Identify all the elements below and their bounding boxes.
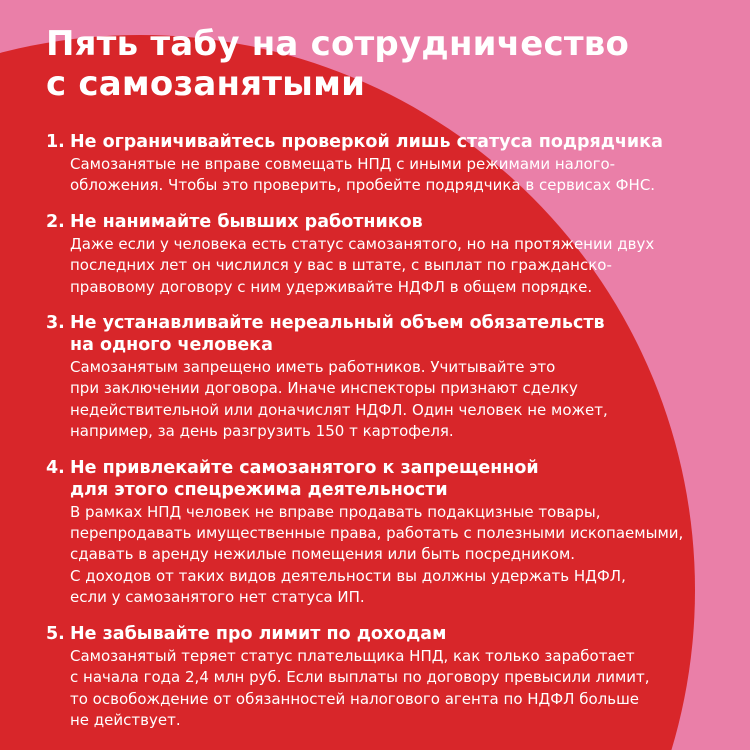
item-number: 1.	[46, 132, 65, 152]
item-description: Самозанятые не вправе совмещать НПД с иными режимами налого- обложения. Чтобы это проверить, пробейте подрядчика в сервисах ФНС.	[70, 155, 656, 195]
item-number: 5.	[46, 623, 65, 644]
page-title: Пять табу на сотрудничество с самозанятыми	[46, 24, 630, 104]
item-heading: Не нанимайте бывших работников	[70, 211, 423, 232]
list-item	[46, 312, 736, 443]
item-description: Самозанятый теряет статус плательщика НПД, как только заработает с начала года 2,4 млн руб. Если выплаты по договору превысили лимит, то освобождение от обязанностей налогового агента по НДФЛ больше не действует.	[70, 646, 650, 729]
item-number: 3.	[46, 313, 65, 334]
item-description: В рамках НПД человек не вправе продавать подакцизные товары, перепродавать имущественные права, работать с полезными ископаемыми, сдавать в аренду нежилые помещения или быть посредником. С доходов от таких видов деятельности вы должны удержать НДФЛ, если у самозанятого нет статуса ИП.	[70, 502, 684, 607]
list-item	[46, 211, 736, 298]
item-description: Самозанятым запрещено иметь работников. Учитывайте это при заключении договора. Иначе инспекторы признают сделку недействительной или доначислят НДФЛ. Один человек не может, например, за день разгрузить 150 т картофеля.	[70, 358, 608, 441]
item-description: Даже если у человека есть статус самозанятого, но на протяжении двух последних лет он числился у вас в штате, с выплат по гражданско- правовому договору с ним удерживайте НДФЛ в общем порядке.	[70, 234, 655, 296]
item-heading: Не забывайте про лимит по доходам	[70, 623, 447, 644]
list-item	[46, 623, 736, 732]
item-heading: Не устанавливайте нереальный объем обязательств на одного человека	[70, 313, 605, 356]
list-item	[46, 131, 736, 197]
item-heading: Не ограничивайтесь проверкой лишь статуса подрядчика	[70, 132, 663, 152]
list-item	[46, 457, 736, 609]
item-number: 4.	[46, 457, 65, 478]
item-number: 2.	[46, 211, 65, 232]
item-heading: Не привлекайте самозанятого к запрещенной для этого спецрежима деятельности	[70, 457, 539, 500]
taboo-list	[46, 131, 736, 731]
